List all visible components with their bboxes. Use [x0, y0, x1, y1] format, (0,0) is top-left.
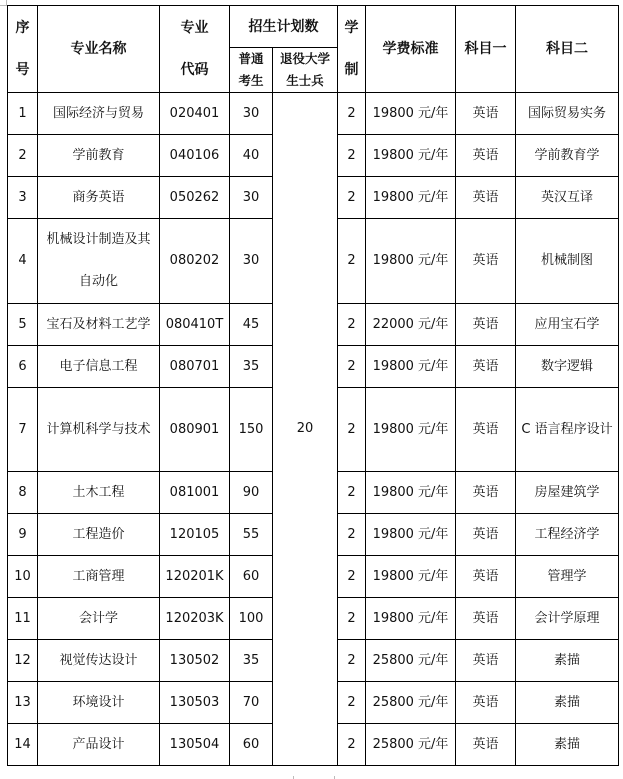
cell-seq: 1 [8, 93, 38, 135]
cell-major-name: 产品设计 [38, 724, 160, 766]
page-corner-mark [0, 0, 7, 6]
cell-seq: 10 [8, 556, 38, 598]
cell-subject1: 英语 [456, 556, 516, 598]
cell-duration: 2 [338, 640, 366, 682]
cell-plan-regular: 70 [230, 682, 273, 724]
cell-duration: 2 [338, 472, 366, 514]
header-row-1 [8, 6, 619, 48]
cell-major-name: 环境设计 [38, 682, 160, 724]
cell-plan-regular: 45 [230, 304, 273, 346]
cell-subject1: 英语 [456, 388, 516, 472]
cell-tuition: 19800 元/年 [366, 219, 456, 304]
cell-plan-regular: 30 [230, 93, 273, 135]
cell-plan-veteran-total: 20 [273, 93, 338, 766]
cell-major-code: 020401 [160, 93, 230, 135]
cell-plan-regular: 60 [230, 556, 273, 598]
cell-plan-regular: 30 [230, 177, 273, 219]
cell-duration: 2 [338, 93, 366, 135]
cell-duration: 2 [338, 135, 366, 177]
cell-major-code: 040106 [160, 135, 230, 177]
header-seq: 序 号 [8, 6, 38, 93]
cell-seq: 2 [8, 135, 38, 177]
cell-plan-regular: 35 [230, 346, 273, 388]
cell-subject1: 英语 [456, 135, 516, 177]
cell-major-code: 080901 [160, 388, 230, 472]
header-subject1: 科目一 [456, 6, 516, 93]
cell-seq: 12 [8, 640, 38, 682]
cell-duration: 2 [338, 177, 366, 219]
cell-seq: 3 [8, 177, 38, 219]
cell-subject2: 机械制图 [516, 219, 619, 304]
cell-plan-regular: 30 [230, 219, 273, 304]
cell-major-code: 080410T [160, 304, 230, 346]
cell-plan-regular: 55 [230, 514, 273, 556]
cell-duration: 2 [338, 219, 366, 304]
cell-seq: 4 [8, 219, 38, 304]
header-plan-veteran: 退役大学 生士兵 [273, 48, 338, 93]
header-subject2: 科目二 [516, 6, 619, 93]
cell-subject1: 英语 [456, 304, 516, 346]
cell-subject2: 素描 [516, 724, 619, 766]
cell-seq: 7 [8, 388, 38, 472]
cell-plan-regular: 90 [230, 472, 273, 514]
cell-duration: 2 [338, 514, 366, 556]
cell-subject1: 英语 [456, 724, 516, 766]
cell-seq: 14 [8, 724, 38, 766]
cell-subject2: 学前教育学 [516, 135, 619, 177]
cell-subject2: 房屋建筑学 [516, 472, 619, 514]
cell-major-code: 081001 [160, 472, 230, 514]
cell-major-code: 080701 [160, 346, 230, 388]
cell-subject1: 英语 [456, 472, 516, 514]
cell-tuition: 25800 元/年 [366, 682, 456, 724]
cell-major-name: 学前教育 [38, 135, 160, 177]
cell-subject1: 英语 [456, 93, 516, 135]
cell-tuition: 19800 元/年 [366, 135, 456, 177]
cell-subject2: 素描 [516, 640, 619, 682]
cell-duration: 2 [338, 682, 366, 724]
cell-subject2: 工程经济学 [516, 514, 619, 556]
cell-plan-regular: 60 [230, 724, 273, 766]
cell-seq: 5 [8, 304, 38, 346]
cell-duration: 2 [338, 346, 366, 388]
cell-seq: 13 [8, 682, 38, 724]
table-row [8, 93, 619, 135]
cell-plan-regular: 40 [230, 135, 273, 177]
admissions-table [7, 5, 619, 766]
cell-major-code: 120105 [160, 514, 230, 556]
cell-major-code: 120201K [160, 556, 230, 598]
cell-tuition: 25800 元/年 [366, 640, 456, 682]
cell-major-name: 工程造价 [38, 514, 160, 556]
cell-major-name: 宝石及材料工艺学 [38, 304, 160, 346]
cell-seq: 11 [8, 598, 38, 640]
cell-major-name: 国际经济与贸易 [38, 93, 160, 135]
cell-tuition: 22000 元/年 [366, 304, 456, 346]
cell-subject1: 英语 [456, 514, 516, 556]
header-major-code: 专业 代码 [160, 6, 230, 93]
header-tuition: 学费标准 [366, 6, 456, 93]
cell-major-name: 工商管理 [38, 556, 160, 598]
cell-subject1: 英语 [456, 640, 516, 682]
cell-tuition: 19800 元/年 [366, 177, 456, 219]
cell-duration: 2 [338, 304, 366, 346]
cell-duration: 2 [338, 556, 366, 598]
header-plan-regular: 普通 考生 [230, 48, 273, 93]
cell-subject2: 会计学原理 [516, 598, 619, 640]
cell-major-code: 050262 [160, 177, 230, 219]
cell-major-code: 080202 [160, 219, 230, 304]
cell-major-name: 机械设计制造及其自动化 [38, 219, 160, 304]
cell-seq: 8 [8, 472, 38, 514]
cell-seq: 9 [8, 514, 38, 556]
cell-subject2: 英汉互译 [516, 177, 619, 219]
cell-plan-regular: 100 [230, 598, 273, 640]
cell-major-code: 120203K [160, 598, 230, 640]
cell-major-name: 电子信息工程 [38, 346, 160, 388]
cell-tuition: 19800 元/年 [366, 556, 456, 598]
cell-tuition: 19800 元/年 [366, 346, 456, 388]
cell-subject1: 英语 [456, 219, 516, 304]
cell-major-code: 130504 [160, 724, 230, 766]
cell-subject2: 国际贸易实务 [516, 93, 619, 135]
cell-subject2: 管理学 [516, 556, 619, 598]
cell-major-code: 130503 [160, 682, 230, 724]
cell-tuition: 19800 元/年 [366, 472, 456, 514]
cell-duration: 2 [338, 724, 366, 766]
cell-subject2: C 语言程序设计 [516, 388, 619, 472]
cell-duration: 2 [338, 598, 366, 640]
cell-subject2: 数字逻辑 [516, 346, 619, 388]
cell-plan-regular: 35 [230, 640, 273, 682]
cell-major-name: 土木工程 [38, 472, 160, 514]
cell-major-name: 计算机科学与技术 [38, 388, 160, 472]
cell-tuition: 19800 元/年 [366, 598, 456, 640]
cell-tuition: 19800 元/年 [366, 388, 456, 472]
header-duration: 学 制 [338, 6, 366, 93]
header-major-name: 专业名称 [38, 6, 160, 93]
cell-major-name: 会计学 [38, 598, 160, 640]
cell-major-name: 视觉传达设计 [38, 640, 160, 682]
cell-duration: 2 [338, 388, 366, 472]
cell-seq: 6 [8, 346, 38, 388]
cell-plan-regular: 150 [230, 388, 273, 472]
header-plan-group: 招生计划数 [230, 6, 338, 48]
cell-tuition: 19800 元/年 [366, 514, 456, 556]
cell-major-name: 商务英语 [38, 177, 160, 219]
cell-major-code: 130502 [160, 640, 230, 682]
cell-subject2: 素描 [516, 682, 619, 724]
cell-tuition: 25800 元/年 [366, 724, 456, 766]
cell-subject2: 应用宝石学 [516, 304, 619, 346]
cell-subject1: 英语 [456, 346, 516, 388]
cell-subject1: 英语 [456, 682, 516, 724]
cell-tuition: 19800 元/年 [366, 93, 456, 135]
cell-subject1: 英语 [456, 177, 516, 219]
cell-subject1: 英语 [456, 598, 516, 640]
